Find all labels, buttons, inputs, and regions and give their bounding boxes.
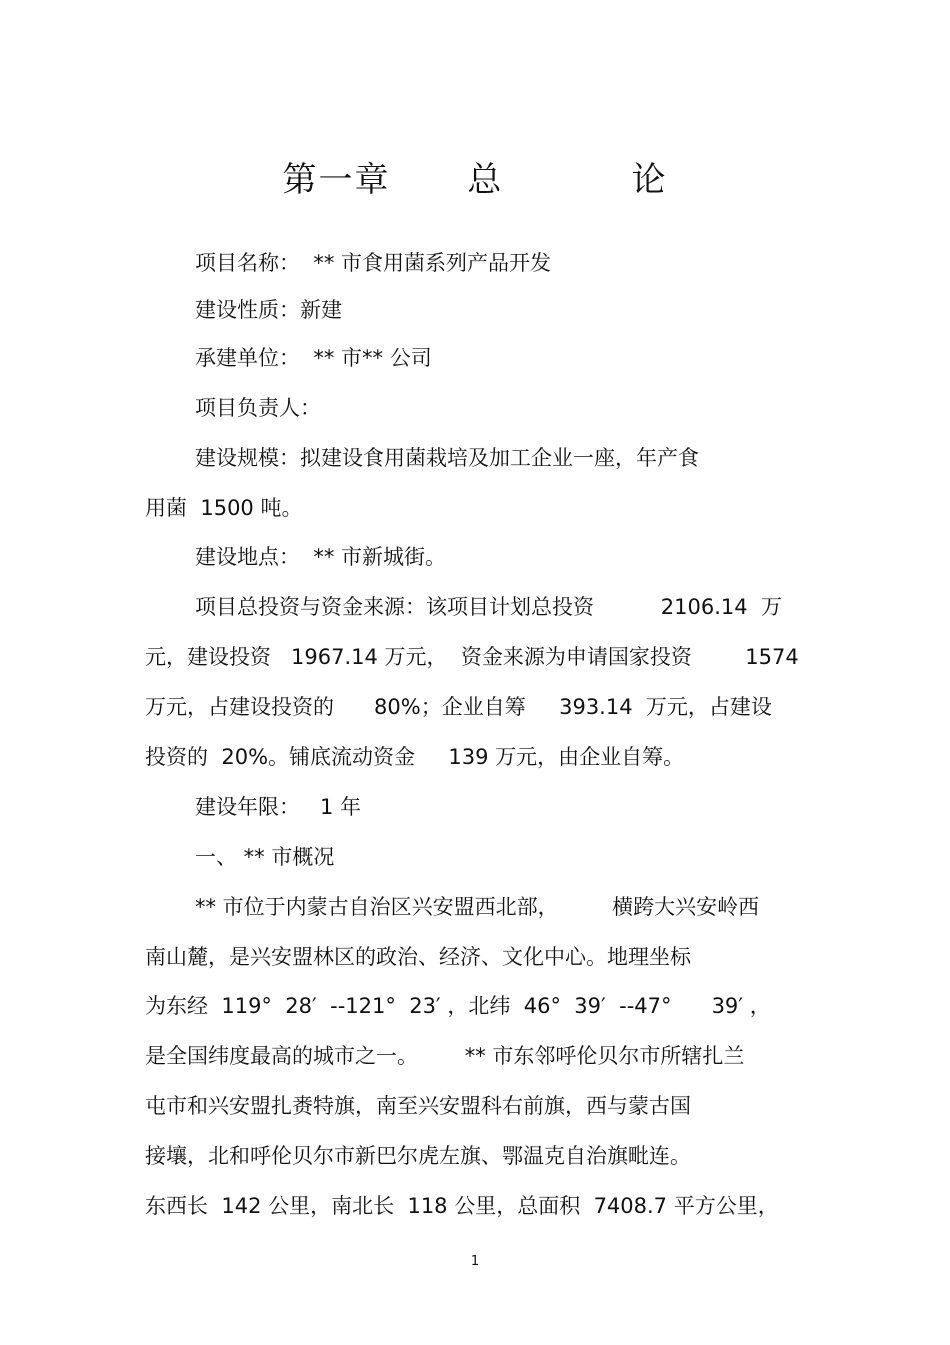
overview-line-5: 屯市和兴安盟扎赉特旗，南至兴安盟科右前旗，西与蒙古国 (145, 1094, 691, 1118)
contractor-line: 承建单位： ** 市** 公司 (195, 346, 432, 370)
overview-line-3: 为东经 119° 28′ --121° 23′ ，北纬 46° 39′ --47° 39′ ， (145, 994, 771, 1018)
overview-line-7: 东西长 142 公里，南北长 118 公里，总面积 7408.7 平方公里， (145, 1194, 779, 1218)
section-heading-city-overview: 一、 ** 市概况 (195, 845, 335, 869)
construction-period-line: 建设年限： 1 年 (195, 795, 362, 819)
scale-line-1: 建设规模：拟建设食用菌栽培及加工企业一座，年产食 (195, 446, 699, 470)
scale-line-2: 用菌 1500 吨。 (145, 496, 303, 520)
overview-line-4: 是全国纬度最高的城市之一。 ** 市东邻呼伦贝尔市所辖扎兰 (145, 1044, 745, 1068)
overview-line-2: 南山麓，是兴安盟林区的政治、经济、文化中心。地理坐标 (145, 945, 691, 969)
overview-line-1: ** 市位于内蒙古自治区兴安盟西北部， 横跨大兴安岭西 (195, 895, 760, 919)
page-number: 1 (470, 1254, 480, 1269)
investment-line-4: 投资的 20%。铺底流动资金 139 万元，由企业自筹。 (145, 745, 685, 769)
investment-line-2: 元，建设投资 1967.14 万元， 资金来源为申请国家投资 1574 (145, 645, 799, 669)
construction-type-line: 建设性质：新建 (195, 298, 342, 322)
overview-line-6: 接壤，北和呼伦贝尔市新巴尔虎左旗、鄂温克自治旗毗连。 (145, 1144, 691, 1168)
location-line: 建设地点： ** 市新城街。 (195, 545, 447, 569)
investment-line-1: 项目总投资与资金来源：该项目计划总投资 2106.14 万 (195, 595, 782, 619)
investment-line-3: 万元，占建设投资的 80%；企业自筹 393.14 万元，占建设 (145, 695, 772, 719)
project-name-line: 项目名称： ** 市食用菌系列产品开发 (195, 251, 552, 275)
project-lead-line: 项目负责人： (195, 396, 321, 420)
chapter-title: 第一章 总 论 (282, 160, 668, 200)
